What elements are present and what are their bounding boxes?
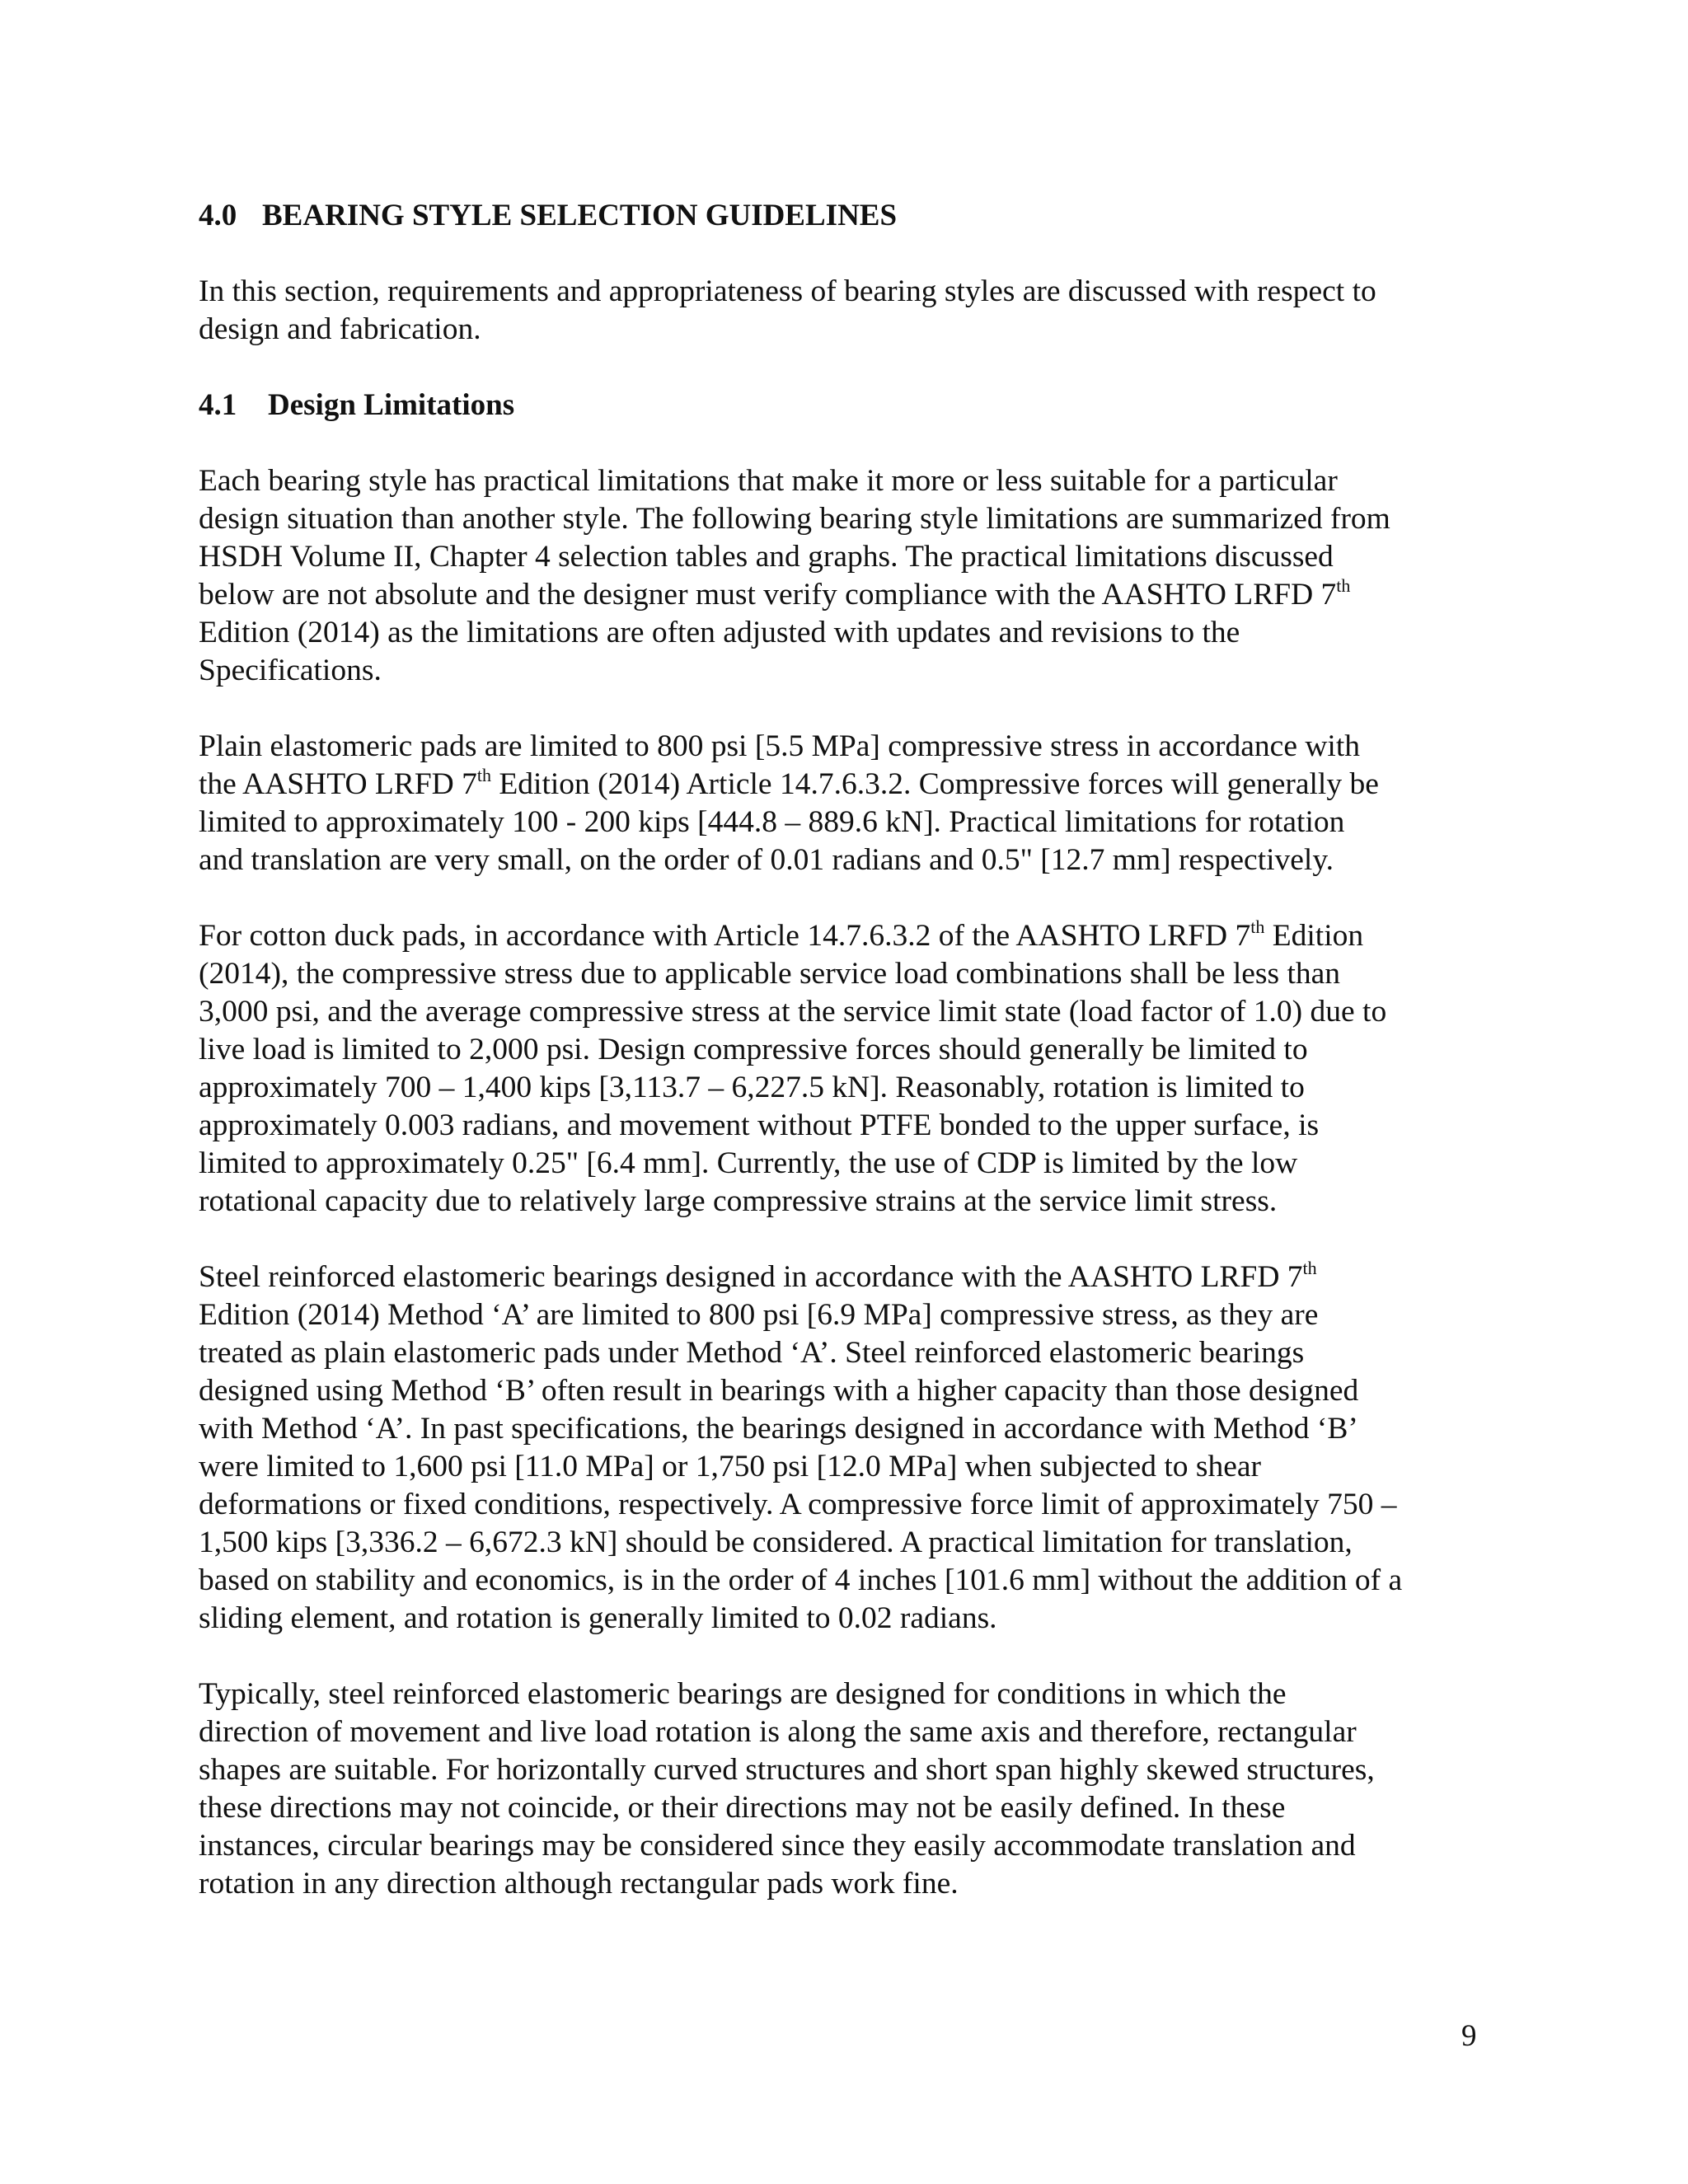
text-line: (2014), the compressive stress due to applicable service load combinations shall be less than: [199, 957, 1341, 991]
text-line: approximately 0.003 radians, and movement without PTFE bonded to the upper surface, is: [199, 1108, 1320, 1142]
text-line: [199, 917, 1386, 955]
text-line: [199, 576, 1390, 614]
text-line: 1,500 kips [3,336.2 – 6,672.3 kN] should be considered. A practical limitation for translation,: [199, 1526, 1353, 1559]
text-fragment: below are not absolute and the designer must verify compliance with the AASHTO LRFD 7: [199, 578, 1337, 612]
text-line: 3,000 psi, and the average compressive stress at the service limit state (load factor of 1.0) due to: [199, 995, 1387, 1029]
text-line: treated as plain elastomeric pads under Method ‘A’. Steel reinforced elastomeric bearings: [199, 1336, 1305, 1370]
superscript: th: [1302, 1257, 1317, 1278]
text-line: Each bearing style has practical limitations that make it more or less suitable for a particular: [199, 464, 1338, 498]
text-line: and translation are very small, on the order of 0.01 radians and 0.5" [12.7 mm] respectively.: [199, 843, 1334, 877]
section-title: BEARING STYLE SELECTION GUIDELINES: [262, 199, 898, 232]
paragraph-bearing-shapes: [199, 1675, 1375, 1903]
text-line: designed using Method ‘B’ often result in bearings with a higher capacity than those designed: [199, 1374, 1359, 1408]
paragraph-cotton-duck-pads: [199, 917, 1386, 1221]
text-line: Typically, steel reinforced elastomeric bearings are designed for conditions in which the: [199, 1677, 1287, 1711]
text-line: limited to approximately 100 - 200 kips [444.8 – 889.6 kN]. Practical limitations for rotation: [199, 805, 1345, 839]
text-fragment: the AASHTO LRFD 7: [199, 767, 477, 801]
text-fragment: Steel reinforced elastomeric bearings designed in accordance with the AASHTO LRFD 7: [199, 1260, 1303, 1294]
paragraph-plain-elastomeric-pads: [199, 728, 1379, 879]
text-line: [199, 1258, 1402, 1296]
text-line: these directions may not coincide, or their directions may not be easily defined. In these: [199, 1791, 1286, 1825]
section-heading: [199, 197, 897, 235]
intro-paragraph: [199, 273, 1376, 349]
text-line: Edition (2014) Method ‘A’ are limited to 800 psi [6.9 MPa] compressive stress, as they are: [199, 1298, 1319, 1332]
text-line: design situation than another style. The following bearing style limitations are summarized from: [199, 502, 1390, 536]
text-line: live load is limited to 2,000 psi. Design compressive forces should generally be limited to: [199, 1033, 1308, 1066]
text-line: sliding element, and rotation is generally limited to 0.02 radians.: [199, 1601, 997, 1635]
text-line: based on stability and economics, is in the order of 4 inches [101.6 mm] without the addition of a: [199, 1563, 1403, 1597]
text-line: Plain elastomeric pads are limited to 800 psi [5.5 MPa] compressive stress in accordance with: [199, 729, 1361, 763]
superscript: th: [1336, 574, 1351, 596]
text-line: Edition (2014) as the limitations are often adjusted with updates and revisions to the: [199, 616, 1240, 649]
text-line: with Method ‘A’. In past specifications, the bearings designed in accordance with Method ‘B’: [199, 1412, 1358, 1446]
page-number: 9: [1461, 2019, 1477, 2053]
text-line: shapes are suitable. For horizontally curved structures and short span highly skewed structures,: [199, 1753, 1375, 1787]
text-line: rotation in any direction although rectangular pads work fine.: [199, 1867, 959, 1900]
text-line: direction of movement and live load rotation is along the same axis and therefore, rectangular: [199, 1715, 1357, 1749]
text-line: deformations or fixed conditions, respectively. A compressive force limit of approximately 750 –: [199, 1488, 1397, 1521]
section-number: 4.0: [199, 199, 237, 232]
paragraph-bearing-limitations: [199, 462, 1390, 690]
subsection-title: Design Limitations: [268, 388, 515, 422]
text-line: limited to approximately 0.25" [6.4 mm]. Currently, the use of CDP is limited by the low: [199, 1146, 1298, 1180]
superscript: th: [1250, 916, 1265, 937]
text-line: approximately 700 – 1,400 kips [3,113.7 – 6,227.5 kN]. Reasonably, rotation is limited to: [199, 1071, 1305, 1104]
paragraph-steel-reinforced-bearings: [199, 1258, 1402, 1638]
text-fragment: Edition: [1264, 919, 1364, 953]
subsection-heading: [199, 387, 514, 424]
text-line: instances, circular bearings may be considered since they easily accommodate translation and: [199, 1829, 1356, 1863]
superscript: th: [476, 764, 492, 785]
text-line: In this section, requirements and appropriateness of bearing styles are discussed with respect to: [199, 274, 1376, 308]
text-fragment: For cotton duck pads, in accordance with Article 14.7.6.3.2 of the AASHTO LRFD 7: [199, 919, 1251, 953]
text-line: HSDH Volume II, Chapter 4 selection tables and graphs. The practical limitations discussed: [199, 540, 1334, 574]
text-line: design and fabrication.: [199, 312, 481, 346]
text-line: [199, 766, 1379, 804]
text-line: Specifications.: [199, 654, 382, 687]
text-line: were limited to 1,600 psi [11.0 MPa] or 1,750 psi [12.0 MPa] when subjected to shear: [199, 1450, 1262, 1483]
text-line: rotational capacity due to relatively large compressive strains at the service limit stress.: [199, 1184, 1278, 1218]
text-fragment: Edition (2014) Article 14.7.6.3.2. Compressive forces will generally be: [491, 767, 1379, 801]
subsection-number: 4.1: [199, 388, 237, 422]
